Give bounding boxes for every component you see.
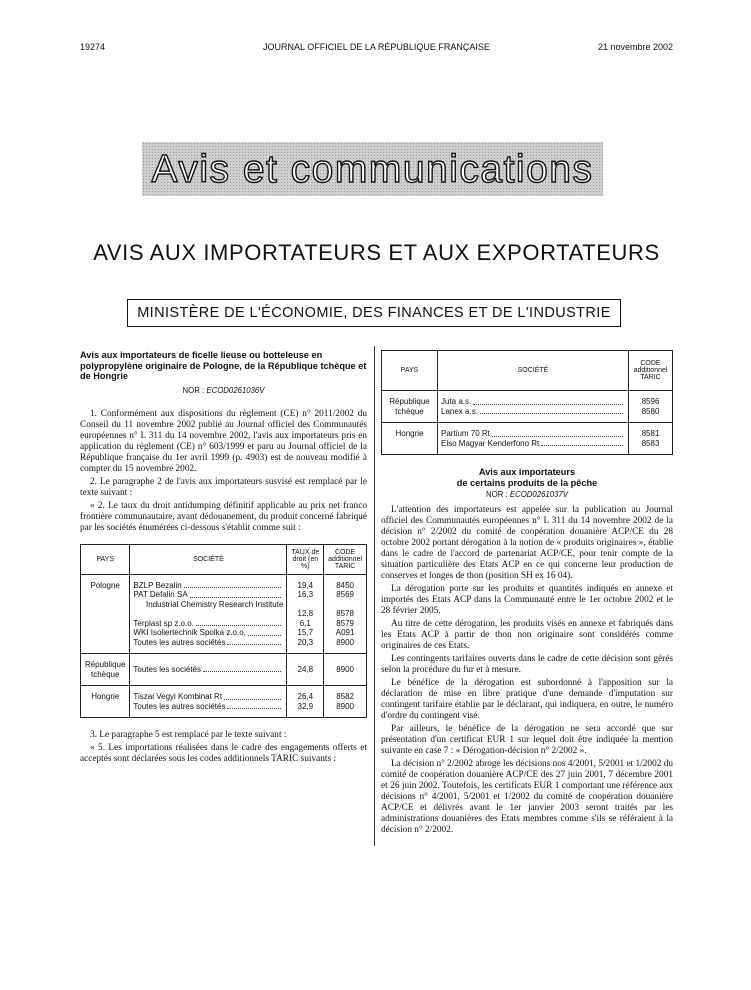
company-entry: Terplast sp z.o.o. [133,619,283,629]
duty-rate-table [80,544,367,719]
avis2-paragraph: Les contingents tarifaires ouverts dans le cadre de cette décision sont gérés selon la procédure du fur et à mesure. [381,654,673,675]
avis1-title: Avis aux importateurs de ficelle lieuse ou botteleuse en polypropylène originaire de Pologne, de la République tchèque et de Hongrie [80,350,367,381]
col-header-societe: SOCIÉTÉ [438,351,629,391]
table-header-row [382,351,673,391]
country-cell: Hongrie [382,423,438,455]
company-entry: Toutes les sociétés [133,665,283,675]
company-entry: Tiszai Vegyi Kombinat Rt [133,692,283,702]
avis2-paragraph: La décision n° 2/2002 abroge les décisions nos 4/2001, 5/2001 et 1/2002 du comité de coopération douanière ACP/CE des 27 juin 2001, 7 décembre 2001 et 26 juin 2002. Toutefois, les certificats EUR 1 comportant une référence aux décisions n° 4/2001, 5/2001 et 1/2002 du comité de coopération douanière ACP/CE et délivrés avant le 1er janvier 2003 seront traités par les administrations douanières des Etats membres comme s'ils se référaient à la décision n° 2/2002. [381,759,673,835]
avis2-title [381,467,673,488]
publication-date: 21 novembre 2002 [597,42,673,52]
taric-code: 8596 [641,397,660,406]
ministry-box: MINISTÈRE DE L'ÉCONOMIE, DES FINANCES ET DE L'INDUSTRIE [127,299,621,327]
taric-code: 8569 [336,590,354,599]
taric-code: 8583 [641,438,660,448]
taric-code: 8581 [641,429,660,438]
company-entry: BZLP Bezalin [133,581,283,591]
company-entry: PAT Defalin SA [133,590,283,600]
rate-value: 32,9 [297,701,314,711]
avis1-paragraph-5: « 5. Les importations réalisées dans le cadre des engagements offerts et acceptés sont déclarées sous les codes additionnels TARIC suivants : [80,743,367,764]
page-number: 19274 [80,42,106,52]
avis2-paragraph: Au titre de cette dérogation, les produits visés en annexe et fabriqués dans les Etats ACP à partir de thon non originaire sont considérés comme originaires de ces Etats. [381,619,673,651]
rate-value: 15,7 [297,628,314,637]
col-header-societe: SOCIÉTÉ [130,544,287,574]
table-row [81,654,367,686]
company-entry: Industrial Chemistry Research Institute [146,599,284,609]
undertakings-table [381,350,673,455]
avis2-title-line: de certains produits de la pêche [456,477,598,488]
taric-code: 8580 [641,406,660,416]
taric-code: 8900 [336,637,354,647]
nor-label: NOR : [182,385,205,395]
section-title: AVIS AUX IMPORTATEURS ET AUX EXPORTATEURS [93,240,660,265]
rate-value: 24,8 [287,654,324,686]
avis2-paragraph: L'attention des importateurs est appelée sur la publication au Journal officiel des Communautés européennes n° L 311 du 14 novembre 2002 de la décision n° 2/2002 du comité de coopération douanière ACP/CE du 28 octobre 2002 portant dérogation à la notion de « produits originaires », établie dans le cadre de l'accord de partenariat ACP/CE, pour tenir compte de la situation particulière des Etats ACP en ce qui concerne leur production de conserves et longes de thon (position SH ex 16 04). [381,505,673,581]
avis2-paragraph: La dérogation porte sur les produits et quantités indiqués en annexe et importés des Etats ACP dans la Communauté entre le 1er octobre 2002 et le 28 février 2005. [381,584,673,616]
avis2-title-line: Avis aux importateurs [478,467,576,477]
taric-code: A091 [335,628,355,637]
rate-value: 6,1 [299,618,311,628]
avis1-paragraph-4: 3. Le paragraphe 5 est remplacé par le texte suivant : [90,730,287,740]
company-entry: WKI Isoliertechnik Spolka z.o.o. [133,628,283,638]
avis1-nor [80,386,367,395]
taric-code: 8900 [324,654,367,686]
table-row [81,574,367,654]
journal-name: JOURNAL OFFICIEL DE LA RÉPUBLIQUE FRANÇAISE [263,42,490,52]
avis1-paragraph-3: « 2. Le taux du droit antidumping définitif applicable au prix net franco frontière communautaire, avant dédouanement, du produit concerné fabriqué par les sociétés énumérées ci-dessous s'établit comme suit : [80,500,367,533]
rate-value: 16,3 [297,590,314,599]
table-row [81,686,367,718]
right-column [381,350,673,838]
col-header-code: CODE additionnel TARIC [324,544,367,574]
taric-code: 8900 [336,701,354,711]
avis2-paragraph: Le bénéfice de la dérogation est subordonné à l'apposition sur la déclaration de mise en libre pratique d'une demande d'imputation sur contingent tarifaire établie par le déclarant, qui indiquera, en outre, le numéro d'ordre du contingent visé. [381,678,673,721]
col-header-code: CODE additionnel TARIC [629,351,673,391]
country-cell: République tchèque [81,654,130,686]
company-entry: Elso Magyar Kenderfono Rt [441,439,625,449]
company-entry: Lanex a.s. [441,407,625,417]
country-cell: Pologne [81,574,130,654]
left-column [80,350,367,767]
nor-code: ECOD0261036V [206,385,265,395]
col-header-pays: PAYS [382,351,438,391]
rate-value: 26,4 [297,692,314,701]
country-cell: République tchèque [382,391,438,423]
avis1-paragraph-1: 1. Conformément aux dispositions du règlement (CE) n° 2011/2002 du Conseil du 11 novembre 2002 publié au Journal officiel des Communautés européennes n° L 311 du 14 novembre 2002, l'avis aux importateurs pris en application du règlement (CE) n° 603/1999 et paru au Journal officiel de la République française du 1er avril 1999 (p. 4903) est de nouveau modifié à compter du 15 novembre 2002. [80,408,367,474]
company-entry: Partium 70 Rt [441,429,625,439]
column-divider [374,346,375,846]
banner-title: Avis et communications [151,148,594,191]
company-entry: Juta a.s. [441,397,625,407]
rate-value: 19,4 [297,580,314,590]
avis2-paragraph: Par ailleurs, le bénéfice de la dérogation ne sera accordé que sur présentation d'un certificat EUR 1 sur lequel doit être indiquée la mention suivante en case 7 : « Dérogation-décision n° 2/2002 ». [381,724,673,756]
avis2-nor [381,490,673,499]
col-header-pays: PAYS [81,544,130,574]
page-header [80,42,673,56]
taric-code: 8450 [336,580,354,590]
nor-code: ECOD0261037V [509,490,568,499]
rate-value: 20,3 [297,637,314,647]
nor-label: NOR : [486,490,508,499]
table-row [382,391,673,423]
country-cell: Hongrie [81,686,130,718]
company-entry: Toutes les autres sociétés [133,638,283,648]
company-entry: Toutes les autres sociétés [133,702,283,712]
avis1-paragraph-2: 2. Le paragraphe 2 de l'avis aux importateurs susvisé est remplacé par le texte suivant : [80,476,367,498]
rate-value: 12,8 [297,609,314,618]
taric-code: 8579 [336,618,354,628]
table-row [382,423,673,455]
col-header-taux: TAUX de droit (en %) [287,544,324,574]
taric-code: 8582 [336,692,354,701]
table-header-row [81,544,367,574]
taric-code: 8578 [336,609,354,618]
